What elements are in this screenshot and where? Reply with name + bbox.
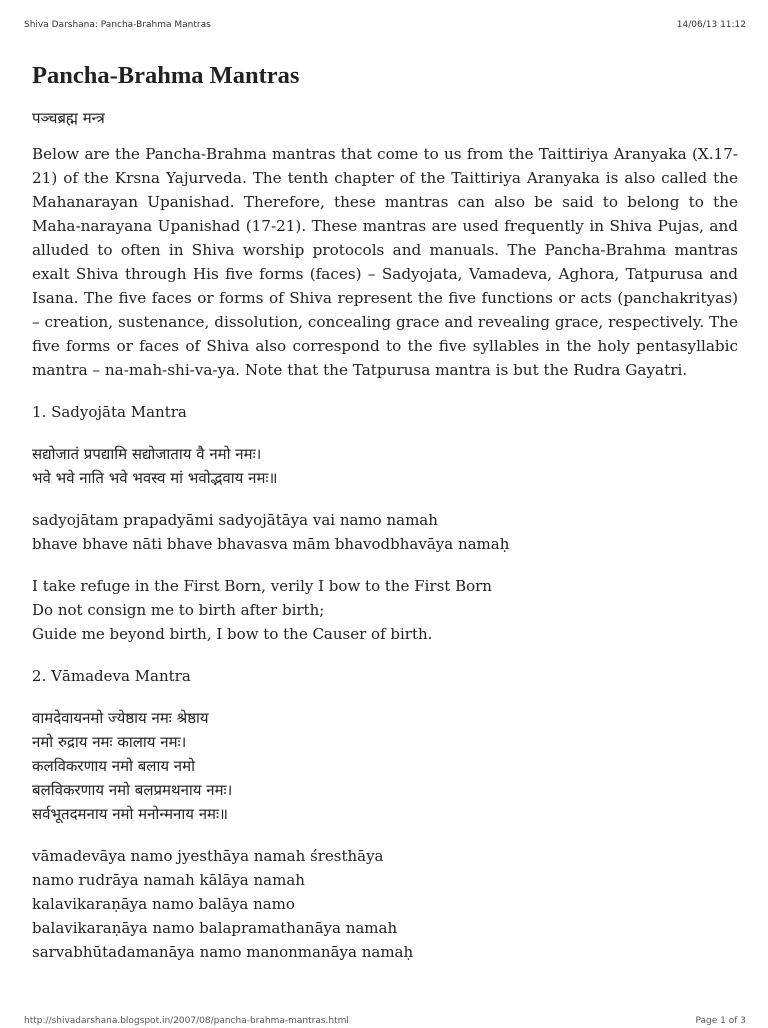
translation-line: Guide me beyond birth, I bow to the Causer of birth. (32, 625, 433, 643)
vamadeva-devanagari-verse (32, 706, 738, 826)
translation-line: I take refuge in the First Born, verily I bow to the First Born (32, 577, 492, 595)
verse-line: वामदेवायनमो ज्येष्ठाय नमः श्रेष्ठाय (32, 709, 209, 727)
verse-line: balavikaraṇāya namo balapramathanāya namah (32, 919, 398, 937)
print-footer-url[interactable]: http://shivadarshana.blogspot.in/2007/08/pancha-brahma-mantras.html (24, 1016, 349, 1026)
vamadeva-transliteration (32, 844, 738, 964)
verse-line: बलविकरणाय नमो बलप्रमथनाय नमः। (32, 781, 233, 799)
verse-line: vāmadevāya namo jyesthāya namah śresthāya (32, 847, 384, 865)
section-heading-vamadeva: 2. Vāmadeva Mantra (32, 667, 191, 685)
sadyojata-devanagari-verse (32, 442, 738, 490)
intro-paragraph: Below are the Pancha-Brahma mantras that come to us from the Taittiriya Aranyaka (X.17-21) of the Krsna Yajurveda. The tenth chapter of the Taittiriya Aranyaka is also called the Mahanarayan Upanishad. Therefore, these mantras can also be said to belong to the Maha-narayana Upanishad (17-21). These mantras are used frequently in Shiva Pujas, and alluded to often in Shiva worship protocols and manuals. The Pancha-Brahma mantras exalt Shiva through His five forms (faces) – Sadyojata, Vamadeva, Aghora, Tatpurusa and Isana. The five faces or forms of Shiva represent the five functions or acts (panchakrityas) – creation, sustenance, dissolution, concealing grace and revealing grace, respectively. The five forms or faces of Shiva also correspond to the five syllables in the holy pentasyllabic mantra – na-mah-shi-va-ya. Note that the Tatpurusa mantra is but the Rudra Gayatri. (32, 145, 738, 379)
print-footer (24, 1016, 746, 1028)
print-header-timestamp: 14/06/13 11:12 (676, 20, 746, 30)
verse-line: सर्वभूतदमनाय नमो मनोन्मनाय नमः॥ (32, 805, 229, 823)
verse-line: sarvabhūtadamanāya namo manonmanāya namaḥ (32, 943, 414, 961)
verse-line: कलविकरणाय नमो बलाय नमो (32, 757, 195, 775)
devanagari-subtitle: पञ्चब्रह्म मन्त्र (32, 109, 105, 127)
verse-line: नमो रुद्राय नमः कालाय नमः। (32, 733, 187, 751)
translation-line: Do not consign me to birth after birth; (32, 601, 325, 619)
article-content (32, 58, 738, 964)
verse-line: भवे भवे नाति भवे भवस्व मां भवोद्भवाय नमः॥ (32, 469, 278, 487)
sadyojata-translation (32, 574, 738, 646)
verse-line: bhave bhave nāti bhave bhavasva mām bhavodbhavāya namaḥ (32, 535, 510, 553)
sadyojata-transliteration (32, 508, 738, 556)
verse-line: सद्योजातं प्रपद्यामि सद्योजाताय वै नमो नमः। (32, 445, 262, 463)
verse-line: sadyojātam prapadyāmi sadyojātāya vai namo namah (32, 511, 438, 529)
verse-line: namo rudrāya namah kālāya namah (32, 871, 305, 889)
page-title: Pancha-Brahma Mantras (32, 62, 300, 89)
verse-line: kalavikaraṇāya namo balāya namo (32, 895, 295, 913)
section-heading-sadyojata: 1. Sadyojāta Mantra (32, 403, 187, 421)
print-footer-page-number: Page 1 of 3 (695, 1016, 746, 1026)
print-header (24, 20, 746, 34)
print-header-title: Shiva Darshana: Pancha-Brahma Mantras (24, 20, 211, 30)
